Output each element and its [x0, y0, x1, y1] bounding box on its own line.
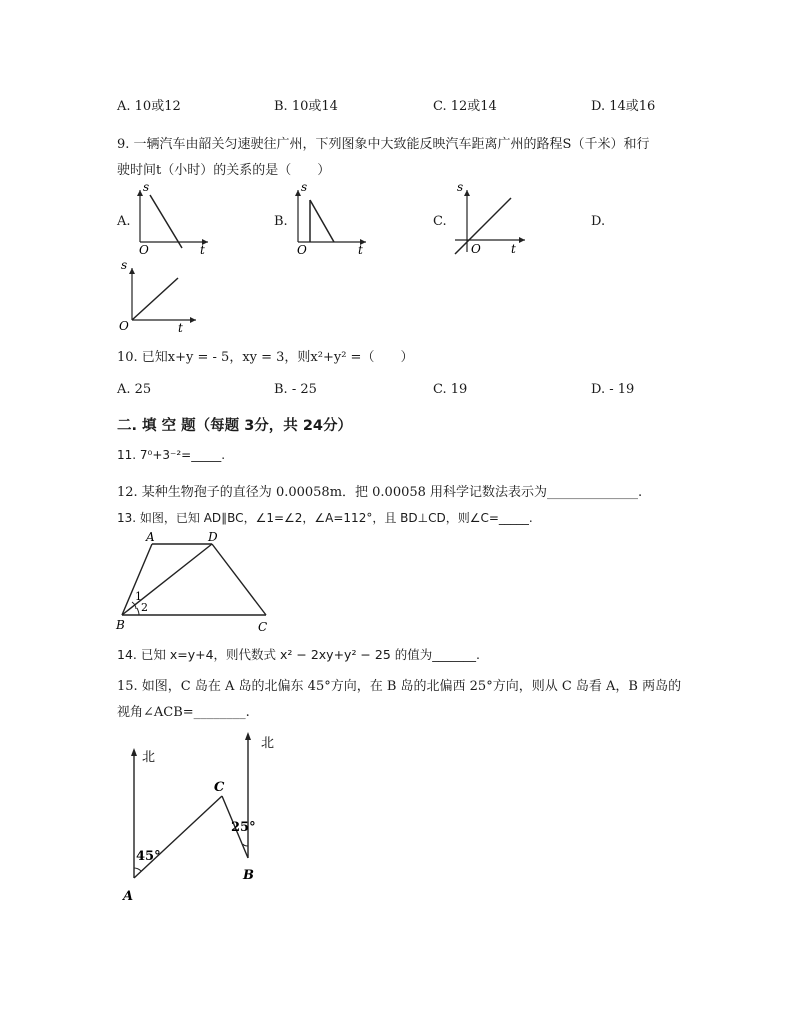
q15-north-label-b: 北 [261, 736, 275, 751]
q9-graph-a-y-label: s [143, 180, 150, 194]
q10-text: 10. 已知x+y = - 5，xy = 3，则x²+y² =（ ） [117, 350, 414, 365]
q11-text: 11. 7⁰+3⁻²=_____. [117, 448, 226, 462]
q15-label-c: C [214, 780, 225, 795]
q13-label-c: C [258, 620, 268, 634]
section-2-title: 二. 填 空 题（每题 3分，共 24分） [117, 418, 353, 434]
q9-text-line2: 驶时间t（小时）的关系的是（ ） [117, 163, 331, 178]
q15-text-line1: 15. 如图，C 岛在 A 岛的北偏东 45°方向，在 B 岛的北偏西 25°方向，则从 C 岛看 A，B 两岛的 [117, 679, 682, 694]
q8-option-d: D. 14或16 [591, 99, 656, 114]
q13-label-a: A [146, 530, 155, 544]
q14-text: 14. 已知 x=y+4，则代数式 x² − 2xy+y² − 25 的值为_______. [117, 647, 480, 662]
q15-angle-a-label: 45° [136, 849, 161, 864]
q15-text-line2: 视角∠ACB=________. [117, 705, 250, 720]
q9-graph-d-x-label: t [178, 321, 183, 335]
q13-label-b: B [116, 618, 125, 632]
q9-option-c-label: C. [433, 214, 447, 229]
q10-option-c: C. 19 [433, 382, 468, 397]
q9-graph-c-x-label: t [511, 242, 516, 256]
q15-angle-b-label: 25° [231, 820, 256, 835]
q9-graph-b-y-label: s [301, 180, 308, 194]
q13-text: 13. 如图，已知 AD∥BC，∠1=∠2，∠A=112°，且 BD⊥CD，则∠C=_____. [117, 511, 533, 525]
q9-option-a-label: A. [117, 214, 131, 229]
q9-graph-d [118, 258, 198, 335]
q9-graph-a-x-label: t [200, 243, 205, 257]
q15-label-b: B [243, 868, 254, 883]
q9-graph-c [447, 182, 527, 254]
q8-option-b: B. 10或14 [274, 99, 338, 114]
q9-graph-b-origin: O [297, 243, 307, 257]
q10-option-b: B. - 25 [274, 382, 317, 397]
q8-option-c: C. 12或14 [433, 99, 497, 114]
q9-graph-b-x-label: t [358, 243, 363, 257]
q9-graph-d-y-label: s [121, 258, 128, 272]
q10-option-a: A. 25 [117, 382, 152, 397]
q9-text-line1: 9. 一辆汽车由韶关匀速驶往广州，下列图象中大致能反映汽车距离广州的路程S（千米）和行 [117, 137, 650, 152]
q15-north-label-a: 北 [142, 750, 156, 765]
q9-option-b-label: B. [274, 214, 288, 229]
q9-graph-a [130, 180, 210, 257]
q15-figure [110, 728, 290, 908]
q10-option-d: D. - 19 [591, 382, 635, 397]
q13-label-d: D [208, 530, 218, 544]
q13-label-angle1: 1 [135, 590, 142, 603]
q12-text: 12. 某种生物孢子的直径为 0.00058m．把 0.00058 用科学记数法表示为______________. [117, 485, 643, 500]
q9-graph-b [288, 180, 368, 257]
q9-graph-a-origin: O [139, 243, 149, 257]
q9-graph-d-origin: O [119, 319, 129, 333]
q8-option-a: A. 10或12 [117, 99, 181, 114]
q9-graph-c-origin: O [471, 242, 481, 256]
q9-graph-c-y-label: s [457, 180, 464, 194]
q15-label-a: A [123, 889, 134, 904]
q9-option-d-label: D. [591, 214, 606, 229]
q13-label-angle2: 2 [141, 601, 148, 614]
q13-figure [114, 530, 274, 636]
